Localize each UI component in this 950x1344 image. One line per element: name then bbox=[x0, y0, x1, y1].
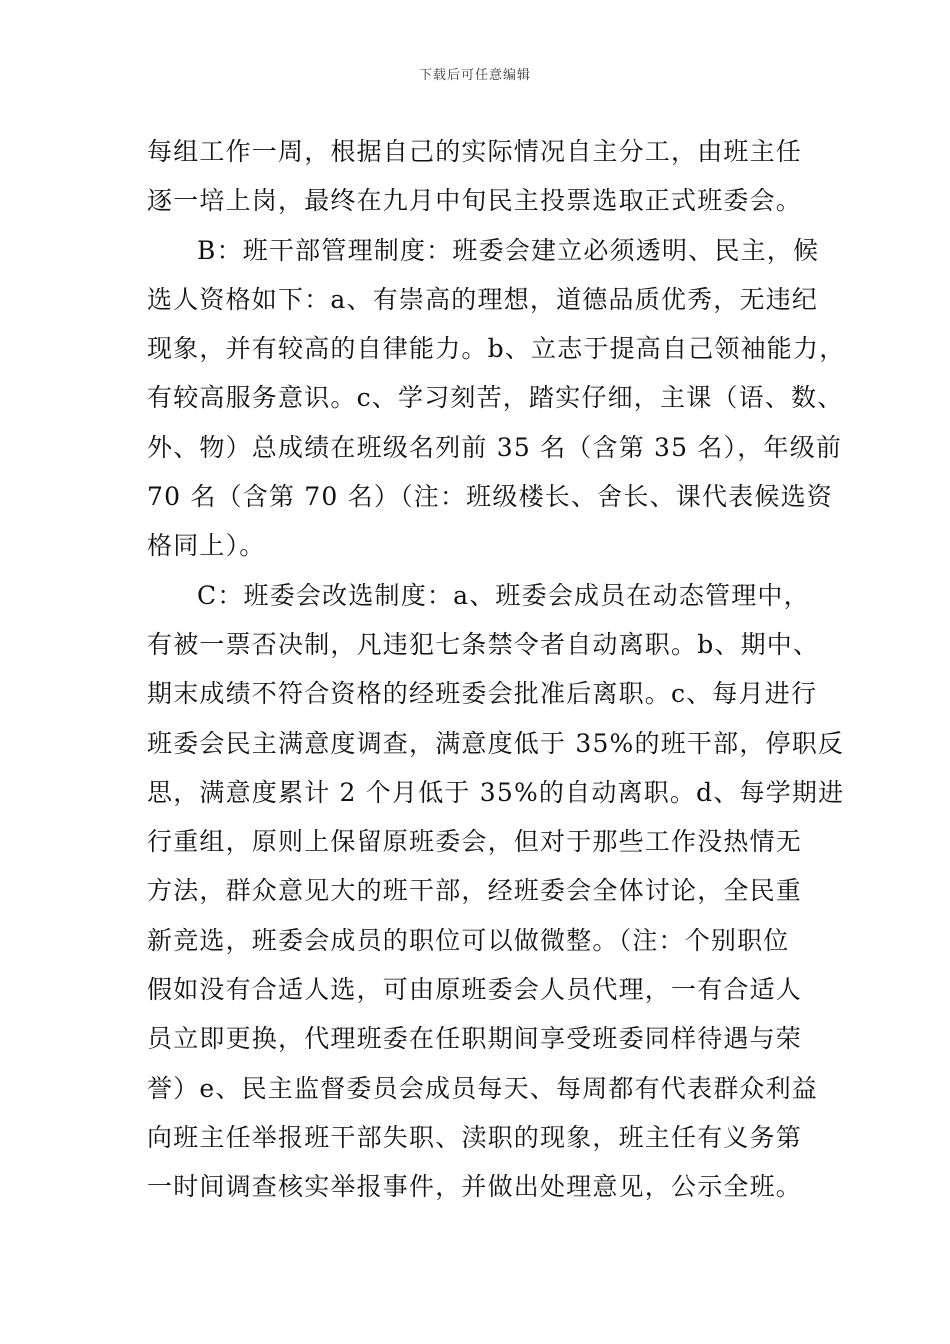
text-line: 员立即更换，代理班委在任职期间享受班委同样待遇与荣 bbox=[147, 1024, 803, 1054]
text-line: 格同上）。 bbox=[147, 531, 266, 561]
text-line: 有被一票否决制，凡违犯七条禁令者自动离职。b、期中、 bbox=[147, 629, 820, 659]
text-line: 外、物）总成绩在班级名列前 35 名（含第 35 名），年级前 bbox=[147, 432, 843, 462]
text-line: 方法，群众意见大的班干部，经班委会全体讨论，全民重 bbox=[147, 876, 803, 906]
paragraph-b-first-line: B：班干部管理制度：班委会建立必须透明、民主，候 bbox=[197, 235, 820, 265]
paragraph-c-first-line: C：班委会改选制度：a、班委会成员在动态管理中， bbox=[197, 580, 810, 610]
text-line: 思，满意度累计 2 个月低于 35%的自动离职。d、每学期进 bbox=[147, 777, 845, 807]
text-line: 现象，并有较高的自律能力。b、立志于提高自己领袖能力， bbox=[147, 334, 846, 364]
text-line: 有较高服务意识。c、学习刻苦，踏实仔细，主课（语、数、 bbox=[147, 383, 844, 413]
document-body bbox=[147, 127, 846, 1212]
text-line: 每组工作一周，根据自己的实际情况自主分工，由班主任 bbox=[147, 137, 803, 166]
text-line: 向班主任举报班干部失职、渎职的现象，班主任有义务第 bbox=[147, 1122, 803, 1152]
text-line: 选人资格如下：a、有崇高的理想，道德品质优秀，无违纪 bbox=[147, 284, 819, 314]
text-line: 誉）e、民主监督委员会成员每天、每周都有代表群众利益 bbox=[147, 1073, 818, 1103]
text-line: 一时间调查核实举报事件，并做出处理意见，公示全班。 bbox=[147, 1172, 803, 1202]
text-line: 行重组，原则上保留原班委会，但对于那些工作没热情无 bbox=[147, 827, 803, 857]
text-line: 逐一培上岗，最终在九月中旬民主投票选取正式班委会。 bbox=[147, 186, 803, 216]
page-header: 下载后可任意编辑 bbox=[418, 68, 531, 83]
text-line: 期末成绩不符合资格的经班委会批准后离职。c、每月进行 bbox=[147, 679, 818, 709]
text-line: 新竞选，班委会成员的职位可以做微整。（注：个别职位 bbox=[147, 925, 790, 955]
text-line: 假如没有合适人选，可由原班委会人员代理，一有合适人 bbox=[147, 975, 803, 1005]
text-line: 班委会民主满意度调查，满意度低于 35%的班干部，停职反 bbox=[147, 728, 845, 758]
text-line: 70 名（含第 70 名）（注：班级楼长、舍长、课代表候选资 bbox=[147, 482, 833, 512]
